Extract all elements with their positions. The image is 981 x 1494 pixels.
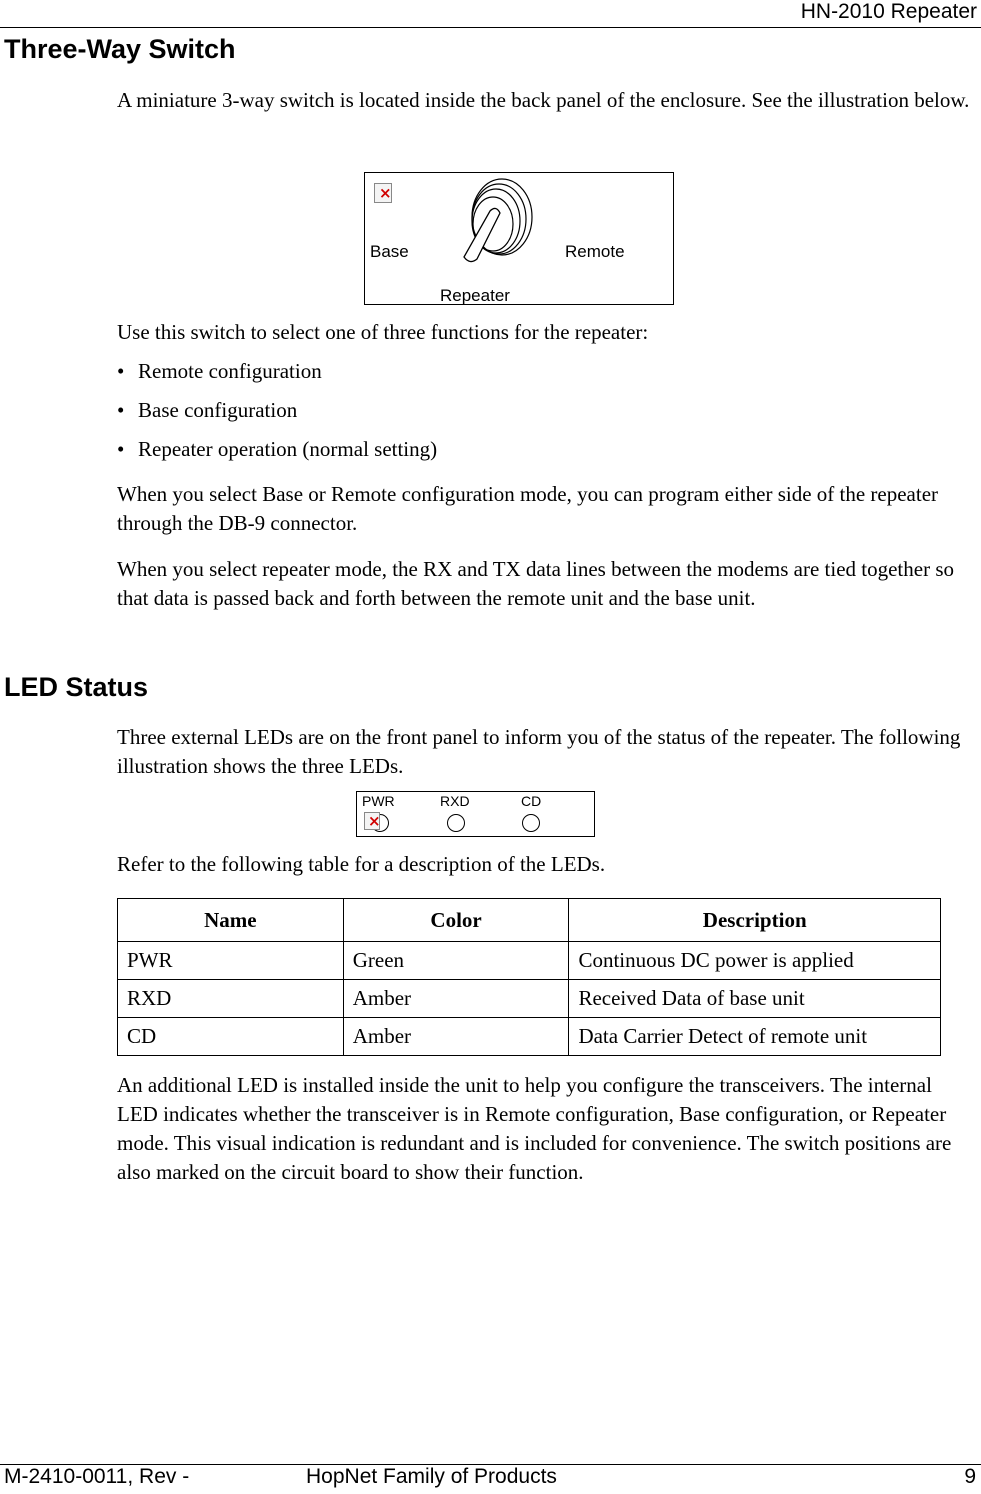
table-header-cell: Name (118, 899, 344, 942)
led-panel-illustration (356, 791, 595, 837)
switch-lead-paragraph: Use this switch to select one of three functions for the repeater: (117, 320, 649, 344)
led-lead-paragraph: Refer to the following table for a description of the LEDs. (117, 852, 606, 876)
switch-label-remote: Remote (565, 242, 625, 261)
footer-page-number: 9 (964, 1465, 976, 1488)
table-cell: Received Data of base unit (569, 980, 941, 1018)
table-cell: RXD (118, 980, 344, 1018)
table-cell: Continuous DC power is applied (569, 942, 941, 980)
header-rule (0, 27, 981, 28)
header-title: HN-2010 Repeater (800, 0, 977, 23)
table-cell: Data Carrier Detect of remote unit (569, 1018, 941, 1056)
toggle-switch-icon (450, 173, 550, 273)
table-row (118, 1018, 941, 1056)
led-label-cd: CD (521, 793, 542, 809)
switch-label-repeater: Repeater (440, 286, 510, 305)
led-rxd-indicator (447, 814, 465, 832)
switch-config-paragraph: When you select Base or Remote configuration mode, you can program either side of the repeater through the DB-9 connector. (117, 482, 939, 535)
switch-illustration (364, 172, 674, 305)
list-item: • Repeater operation (normal setting) (117, 437, 438, 461)
broken-image-icon: × (374, 183, 392, 203)
led-closing-paragraph: An additional LED is installed inside the unit to help you configure the transceivers. The internal LED indicates whether the transceiver is in Remote configuration, Base configuration, or Repeater mode. This visual indication is redundant and is included for convenience. The switch positions are also marked on the circuit board to show their function. (117, 1073, 952, 1184)
table-cell: CD (118, 1018, 344, 1056)
led-label-pwr: PWR (362, 793, 395, 809)
table-row (118, 942, 941, 980)
footer-doc-number: M-2410-0011, Rev - (4, 1465, 190, 1488)
led-table (117, 898, 941, 1056)
table-cell: PWR (118, 942, 344, 980)
table-cell: Amber (343, 980, 569, 1018)
table-header-row (118, 899, 941, 942)
table-header-cell: Color (343, 899, 569, 942)
heading-three-way-switch: Three-Way Switch (4, 34, 236, 64)
list-item-text: Remote configuration (138, 359, 322, 383)
list-item-text: Base configuration (138, 398, 298, 422)
switch-intro-paragraph: A miniature 3-way switch is located inside the back panel of the enclosure. See the illustration below. (117, 88, 970, 112)
led-intro-paragraph: Three external LEDs are on the front panel to inform you of the status of the repeater. The following illustration shows the three LEDs. (117, 725, 961, 778)
list-item: • Base configuration (117, 398, 298, 422)
switch-label-base: Base (370, 242, 409, 261)
broken-image-icon: × (364, 812, 380, 830)
table-row (118, 980, 941, 1018)
heading-led-status: LED Status (4, 672, 149, 702)
table-cell: Amber (343, 1018, 569, 1056)
list-item-text: Repeater operation (normal setting) (138, 437, 438, 461)
table-cell: Green (343, 942, 569, 980)
list-item: • Remote configuration (117, 359, 322, 383)
table-header-cell: Description (569, 899, 941, 942)
footer-product: HopNet Family of Products (306, 1465, 557, 1488)
led-label-rxd: RXD (440, 793, 470, 809)
switch-repeater-paragraph: When you select repeater mode, the RX and TX data lines between the modems are tied together so that data is passed back and forth between the remote unit and the base unit. (117, 557, 954, 610)
led-cd-indicator (522, 814, 540, 832)
